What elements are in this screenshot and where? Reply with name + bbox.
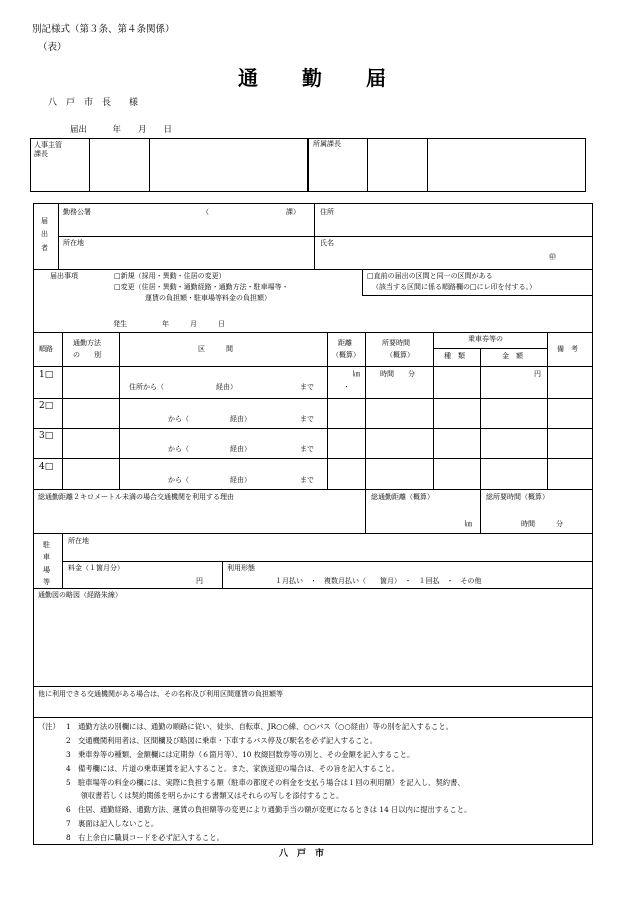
name-label: 氏名 (320, 239, 334, 247)
note-item: 6 住居、通勤経路、通勤方法、運賃の負担額等の変更により通勤手当の額が変更になるときは 14 日以内に提出すること。 (66, 805, 472, 814)
route-row-1-to: まで (300, 383, 314, 391)
route-map-label: 通勤図の略図（経路朱線） (38, 591, 122, 599)
route-row-1-dot: ・ (343, 383, 350, 391)
notification-new[interactable]: □新規（採用・異動・住居の変更） (114, 272, 226, 280)
office-paren-open: （ (202, 208, 209, 216)
route-table (33, 332, 593, 333)
col-order: 順路 (39, 345, 53, 353)
col-time-line1: 所要時間 (382, 339, 410, 347)
other-transport-label: 他に利用できる交通機関がある場合は、その名称及び利用区間運賃の負担額等 (38, 690, 283, 698)
note-item: 3 乗車券等の種類、金額欄には定期券（６箇月等）、10 枚綴回数券等の別と、その金額を記入すること。 (66, 750, 415, 759)
notification-change-line1[interactable]: □変更（住居・異動・通勤経路・通勤方法・駐車場等・ (114, 283, 289, 291)
page-title: 通 勤 届 (238, 66, 398, 90)
dept-head-label: 所属課長 (313, 140, 341, 148)
col-ticket: 乗車券等の (468, 335, 503, 343)
col-ticket-amount: 金 額 (502, 352, 523, 360)
route-row-1-time: 時間 分 (380, 370, 415, 378)
main-form (33, 203, 593, 845)
occurrence-date: 発生 年 月 日 (113, 320, 225, 328)
col-method-line2: の 別 (73, 351, 101, 359)
route-row-2-num[interactable]: 2□ (39, 401, 54, 411)
notification-change-line2: 運賃の負担額・駐車場等料金の負担額） (145, 294, 271, 302)
form-reference: 別記様式（第３条、第４条関係） (32, 24, 175, 35)
parking-location-label: 所在地 (68, 537, 89, 545)
col-remarks: 備 考 (557, 345, 578, 353)
note-item: 2 交通機関利用者は、区間欄及び略図に乗車・下車するバス停及び駅名を必ず記入すること。 (66, 736, 378, 745)
col-method-line1: 通勤方法 (73, 339, 101, 347)
route-row-1-from: 住所から（ (129, 383, 164, 391)
location-label: 所在地 (63, 239, 84, 247)
total-time-unit: 時間 分 (521, 520, 563, 528)
notification-label: 届出事項 (50, 272, 78, 280)
addressee: 八 戸 市 長 様 (48, 98, 139, 108)
col-section: 区 間 (198, 345, 233, 353)
notes-label: （注） (38, 722, 60, 731)
office-label: 勤務公署 (63, 208, 91, 216)
address-label: 住所 (320, 208, 334, 216)
total-time-label: 総所要時間（概算） (486, 493, 549, 501)
route-row-2-via: 経由） (230, 415, 251, 423)
parking-fee-label: 料金（１箇月分） (68, 564, 124, 572)
route-row-1-km: ㎞ (353, 370, 360, 378)
filing-date: 届出 年 月 日 (70, 125, 173, 135)
parking-usage-label: 利用形態 (227, 564, 255, 572)
note-item: 4 備考欄には、片道の乗車運賃を記入すること。また、家族送迎の場合は、その旨を記入すること。 (66, 764, 399, 773)
route-row-3-num[interactable]: 3□ (39, 431, 54, 441)
route-row-1-via: 経由） (216, 383, 237, 391)
route-row-4-num[interactable]: 4□ (39, 462, 54, 472)
footer-city: 八 戸 市 (279, 849, 325, 859)
route-row-1-yen: 円 (534, 370, 541, 378)
personnel-head-label: 人事主管 課長 (34, 141, 62, 158)
col-time-line2: （概算） (386, 351, 414, 359)
parking-fee-yen: 円 (196, 577, 203, 585)
col-distance-line2: （概算） (332, 351, 360, 359)
route-row-2-from: から（ (168, 415, 189, 423)
same-route-line2: （該当する区間に係る順路欄の□にレ印を付する。） (372, 283, 537, 291)
note-item: 領収書若しくは契約関係を明らかにする書類又はそれらの写しを添付すること。 (66, 791, 344, 800)
route-row-3-via: 経由） (230, 445, 251, 453)
total-distance-unit: ㎞ (465, 520, 472, 528)
parking-usage-options: １月払い ・ 複数月払い（ 箇月） ・ １回払 ・ その他 (275, 577, 482, 585)
route-row-4-to: まで (300, 476, 314, 484)
col-ticket-kind: 種 類 (444, 352, 465, 360)
route-row-4-via: 経由） (230, 476, 251, 484)
note-item: 7 裏面は記入しないこと。 (66, 819, 159, 828)
route-row-3-to: まで (300, 445, 314, 453)
reason-label: 総通勤距離２キロメートル未満の場合交通機関を利用する理由 (38, 493, 234, 501)
office-paren-close: 課） (286, 208, 300, 216)
col-distance-line1: 距離 (338, 339, 352, 347)
note-item: 1 通勤方法の別欄には、通勤の順路に従い、徒歩、自転車、JR○○線、○○バス（○○経由）等の別を記入すること。 (66, 722, 453, 731)
route-row-1-num[interactable]: 1□ (39, 370, 54, 380)
note-item: 5 駐車場等の料金の欄には、実際に負担する額（駐車の都度その料金を支払う場合は１回の利用額）を記入し、契約書、 (66, 778, 465, 787)
route-row-4-from: から（ (168, 476, 189, 484)
route-row-3-from: から（ (168, 445, 189, 453)
total-distance-label: 総通勤距離（概算） (371, 493, 434, 501)
parking-side-label: 駐 車 場 等 (43, 541, 50, 586)
applicant-side-label: 届 出 者 (41, 217, 48, 252)
seal-mark: ㊞ (549, 253, 556, 261)
form-side: （表） (38, 42, 67, 53)
route-row-2-to: まで (300, 415, 314, 423)
same-route-line1[interactable]: □直前の届出の区間と同一の区間がある (367, 272, 493, 280)
note-item: 8 右上余白に職員コードを必ず記入すること。 (66, 833, 224, 842)
